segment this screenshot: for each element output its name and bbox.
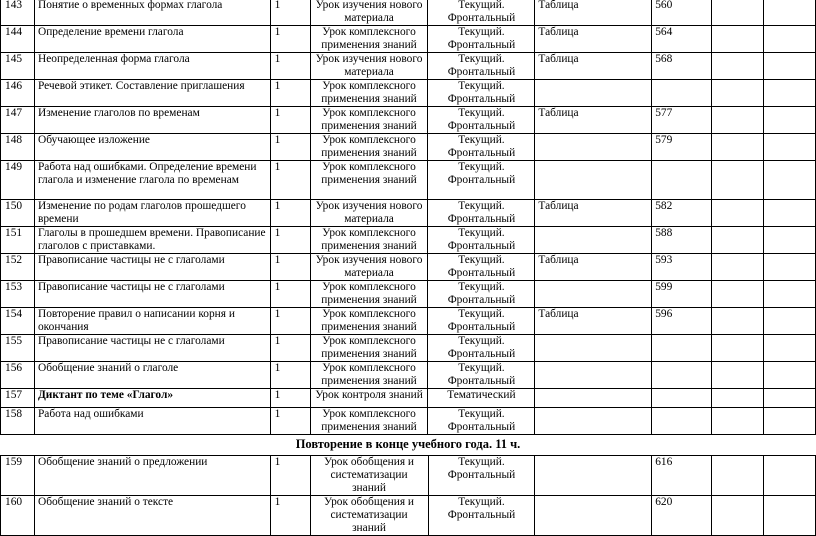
page-cell	[652, 362, 712, 389]
empty-cell	[764, 335, 816, 362]
hours-cell: 1	[270, 80, 310, 107]
empty-cell	[764, 308, 816, 335]
page-cell: 588	[652, 227, 712, 254]
table-row	[1, 227, 816, 254]
lesson-topic-cell: Работа над ошибками. Определение времени глагола и изменение глагола по временам	[34, 161, 270, 200]
lesson-topic-cell: Правописание частицы не с глаголами	[34, 281, 270, 308]
hours-cell: 1	[270, 389, 310, 408]
table-row	[1, 496, 816, 536]
control-type-cell: Текущий. Фронтальный	[428, 134, 535, 161]
lesson-type-cell: Урок комплексного применения знаний	[310, 281, 428, 308]
page-cell	[652, 161, 712, 200]
empty-cell	[764, 134, 816, 161]
lesson-topic-cell: Глаголы в прошедшем времени. Правописание глаголов с приставками.	[34, 227, 270, 254]
page-cell: 579	[652, 134, 712, 161]
control-type-cell: Текущий. Фронтальный	[428, 408, 535, 435]
lesson-number-cell: 145	[1, 53, 35, 80]
hours-cell: 1	[270, 254, 310, 281]
lesson-type-cell: Урок обобщения и систематизации знаний	[310, 456, 428, 496]
empty-cell	[712, 496, 764, 536]
lesson-type-cell: Урок комплексного применения знаний	[310, 134, 428, 161]
empty-cell	[764, 408, 816, 435]
page-cell: 577	[652, 107, 712, 134]
empty-cell	[712, 134, 764, 161]
hours-cell: 1	[270, 26, 310, 53]
lesson-topic-cell: Диктант по теме «Глагол»	[34, 389, 270, 408]
lesson-type-cell: Урок комплексного применения знаний	[310, 26, 428, 53]
empty-cell	[764, 53, 816, 80]
empty-cell	[764, 107, 816, 134]
table-row	[1, 456, 816, 496]
empty-cell	[712, 254, 764, 281]
table-row	[1, 308, 816, 335]
lesson-topic-cell: Работа над ошибками	[34, 408, 270, 435]
page-cell: 568	[652, 53, 712, 80]
lesson-topic-cell: Обобщение знаний о тексте	[34, 496, 270, 536]
lesson-number-cell: 143	[1, 0, 35, 26]
visual-aid-cell: Таблица	[535, 308, 652, 335]
page-cell: 582	[652, 200, 712, 227]
table-row	[1, 408, 816, 435]
hours-cell: 1	[270, 281, 310, 308]
visual-aid-cell: Таблица	[535, 200, 652, 227]
table-row	[1, 0, 816, 26]
empty-cell	[712, 80, 764, 107]
lesson-number-cell: 151	[1, 227, 35, 254]
lesson-type-cell: Урок изучения нового материала	[310, 0, 428, 26]
lesson-number-cell: 149	[1, 161, 35, 200]
control-type-cell: Текущий. Фронтальный	[428, 80, 535, 107]
empty-cell	[764, 26, 816, 53]
hours-cell: 1	[270, 227, 310, 254]
empty-cell	[712, 161, 764, 200]
control-type-cell: Текущий. Фронтальный	[428, 281, 535, 308]
empty-cell	[764, 389, 816, 408]
hours-cell: 1	[270, 308, 310, 335]
lesson-number-cell: 158	[1, 408, 35, 435]
empty-cell	[764, 227, 816, 254]
visual-aid-cell	[535, 408, 652, 435]
empty-cell	[712, 335, 764, 362]
lesson-number-cell: 160	[1, 496, 35, 536]
lesson-topic-cell: Правописание частицы не с глаголами	[34, 254, 270, 281]
section-heading: Повторение в конце учебного года. 11 ч.	[295, 437, 521, 451]
empty-cell	[764, 200, 816, 227]
hours-cell: 1	[270, 161, 310, 200]
control-type-cell: Текущий. Фронтальный	[428, 227, 535, 254]
lesson-type-cell: Урок комплексного применения знаний	[310, 161, 428, 200]
empty-cell	[712, 53, 764, 80]
control-type-cell: Текущий. Фронтальный	[428, 26, 535, 53]
empty-cell	[764, 80, 816, 107]
empty-cell	[712, 107, 764, 134]
hours-cell: 1	[270, 408, 310, 435]
lesson-topic-cell: Повторение правил о написании корня и окончания	[34, 308, 270, 335]
lesson-number-cell: 150	[1, 200, 35, 227]
empty-cell	[764, 456, 816, 496]
page-cell: 620	[652, 496, 712, 536]
page-cell	[652, 389, 712, 408]
control-type-cell: Текущий. Фронтальный	[428, 0, 535, 26]
table-row	[1, 107, 816, 134]
visual-aid-cell	[535, 281, 652, 308]
review-lessons-table	[0, 455, 816, 536]
lesson-type-cell: Урок контроля знаний	[310, 389, 428, 408]
visual-aid-cell	[535, 335, 652, 362]
lesson-number-cell: 159	[1, 456, 35, 496]
page-cell: 596	[652, 308, 712, 335]
lesson-topic-cell: Изменение глаголов по временам	[34, 107, 270, 134]
lesson-number-cell: 153	[1, 281, 35, 308]
page-cell: 599	[652, 281, 712, 308]
lesson-topic-cell: Определение времени глагола	[34, 26, 270, 53]
hours-cell: 1	[270, 107, 310, 134]
hours-cell: 1	[270, 0, 310, 26]
empty-cell	[712, 362, 764, 389]
hours-cell: 1	[270, 335, 310, 362]
lesson-type-cell: Урок комплексного применения знаний	[310, 335, 428, 362]
table-row	[1, 26, 816, 53]
page-cell	[652, 335, 712, 362]
control-type-cell: Текущий. Фронтальный	[428, 254, 535, 281]
visual-aid-cell	[535, 456, 652, 496]
lesson-number-cell: 148	[1, 134, 35, 161]
lesson-type-cell: Урок комплексного применения знаний	[310, 227, 428, 254]
page-cell: 616	[652, 456, 712, 496]
table-row	[1, 161, 816, 200]
lesson-topic-cell: Изменение по родам глаголов прошедшего времени	[34, 200, 270, 227]
visual-aid-cell	[535, 134, 652, 161]
control-type-cell: Текущий. Фронтальный	[428, 496, 535, 536]
control-type-cell: Текущий. Фронтальный	[428, 107, 535, 134]
empty-cell	[712, 456, 764, 496]
visual-aid-cell	[535, 496, 652, 536]
empty-cell	[764, 161, 816, 200]
visual-aid-cell	[535, 80, 652, 107]
lesson-number-cell: 154	[1, 308, 35, 335]
lesson-topic-cell: Обучающее изложение	[34, 134, 270, 161]
page-cell: 564	[652, 26, 712, 53]
page-cell	[652, 408, 712, 435]
lesson-type-cell: Урок изучения нового материала	[310, 200, 428, 227]
empty-cell	[764, 496, 816, 536]
table-row	[1, 200, 816, 227]
lesson-number-cell: 146	[1, 80, 35, 107]
lesson-topic-cell: Правописание частицы не с глаголами	[34, 335, 270, 362]
table-row	[1, 389, 816, 408]
control-type-cell: Текущий. Фронтальный	[428, 456, 535, 496]
visual-aid-cell: Таблица	[535, 107, 652, 134]
hours-cell: 1	[270, 456, 310, 496]
empty-cell	[712, 227, 764, 254]
empty-cell	[712, 26, 764, 53]
visual-aid-cell	[535, 227, 652, 254]
page-cell: 560	[652, 0, 712, 26]
empty-cell	[712, 200, 764, 227]
table-row	[1, 53, 816, 80]
page-cell	[652, 80, 712, 107]
visual-aid-cell: Таблица	[535, 254, 652, 281]
empty-cell	[712, 0, 764, 26]
lesson-topic-cell: Речевой этикет. Составление приглашения	[34, 80, 270, 107]
lesson-type-cell: Урок изучения нового материала	[310, 53, 428, 80]
lesson-type-cell: Урок комплексного применения знаний	[310, 408, 428, 435]
visual-aid-cell: Таблица	[535, 26, 652, 53]
table-row	[1, 254, 816, 281]
hours-cell: 1	[270, 134, 310, 161]
page-cell: 593	[652, 254, 712, 281]
empty-cell	[764, 281, 816, 308]
control-type-cell: Текущий. Фронтальный	[428, 362, 535, 389]
table-row	[1, 80, 816, 107]
visual-aid-cell	[535, 362, 652, 389]
table-row	[1, 134, 816, 161]
lesson-number-cell: 156	[1, 362, 35, 389]
table-row	[1, 362, 816, 389]
empty-cell	[712, 281, 764, 308]
lesson-type-cell: Урок комплексного применения знаний	[310, 80, 428, 107]
lesson-topic-cell: Неопределенная форма глагола	[34, 53, 270, 80]
control-type-cell: Текущий. Фронтальный	[428, 161, 535, 200]
empty-cell	[764, 254, 816, 281]
lesson-number-cell: 157	[1, 389, 35, 408]
lesson-type-cell: Урок комплексного применения знаний	[310, 308, 428, 335]
lesson-topic-cell: Понятие о временных формах глагола	[34, 0, 270, 26]
control-type-cell: Текущий. Фронтальный	[428, 200, 535, 227]
control-type-cell: Тематический	[428, 389, 535, 408]
lesson-number-cell: 144	[1, 26, 35, 53]
empty-cell	[712, 389, 764, 408]
lesson-number-cell: 147	[1, 107, 35, 134]
table-row	[1, 335, 816, 362]
lesson-number-cell: 152	[1, 254, 35, 281]
hours-cell: 1	[270, 362, 310, 389]
visual-aid-cell: Таблица	[535, 0, 652, 26]
lesson-type-cell: Урок обобщения и систематизации знаний	[310, 496, 428, 536]
hours-cell: 1	[270, 53, 310, 80]
empty-cell	[764, 0, 816, 26]
empty-cell	[712, 408, 764, 435]
lesson-type-cell: Урок комплексного применения знаний	[310, 107, 428, 134]
hours-cell: 1	[270, 496, 310, 536]
empty-cell	[712, 308, 764, 335]
control-type-cell: Текущий. Фронтальный	[428, 335, 535, 362]
control-type-cell: Текущий. Фронтальный	[428, 53, 535, 80]
control-type-cell: Текущий. Фронтальный	[428, 308, 535, 335]
visual-aid-cell: Таблица	[535, 53, 652, 80]
lesson-type-cell: Урок комплексного применения знаний	[310, 362, 428, 389]
lesson-number-cell: 155	[1, 335, 35, 362]
visual-aid-cell	[535, 161, 652, 200]
hours-cell: 1	[270, 200, 310, 227]
lesson-topic-cell: Обобщение знаний о глаголе	[34, 362, 270, 389]
lesson-type-cell: Урок изучения нового материала	[310, 254, 428, 281]
table-row	[1, 281, 816, 308]
visual-aid-cell	[535, 389, 652, 408]
empty-cell	[764, 362, 816, 389]
lesson-topic-cell: Обобщение знаний о предложении	[34, 456, 270, 496]
